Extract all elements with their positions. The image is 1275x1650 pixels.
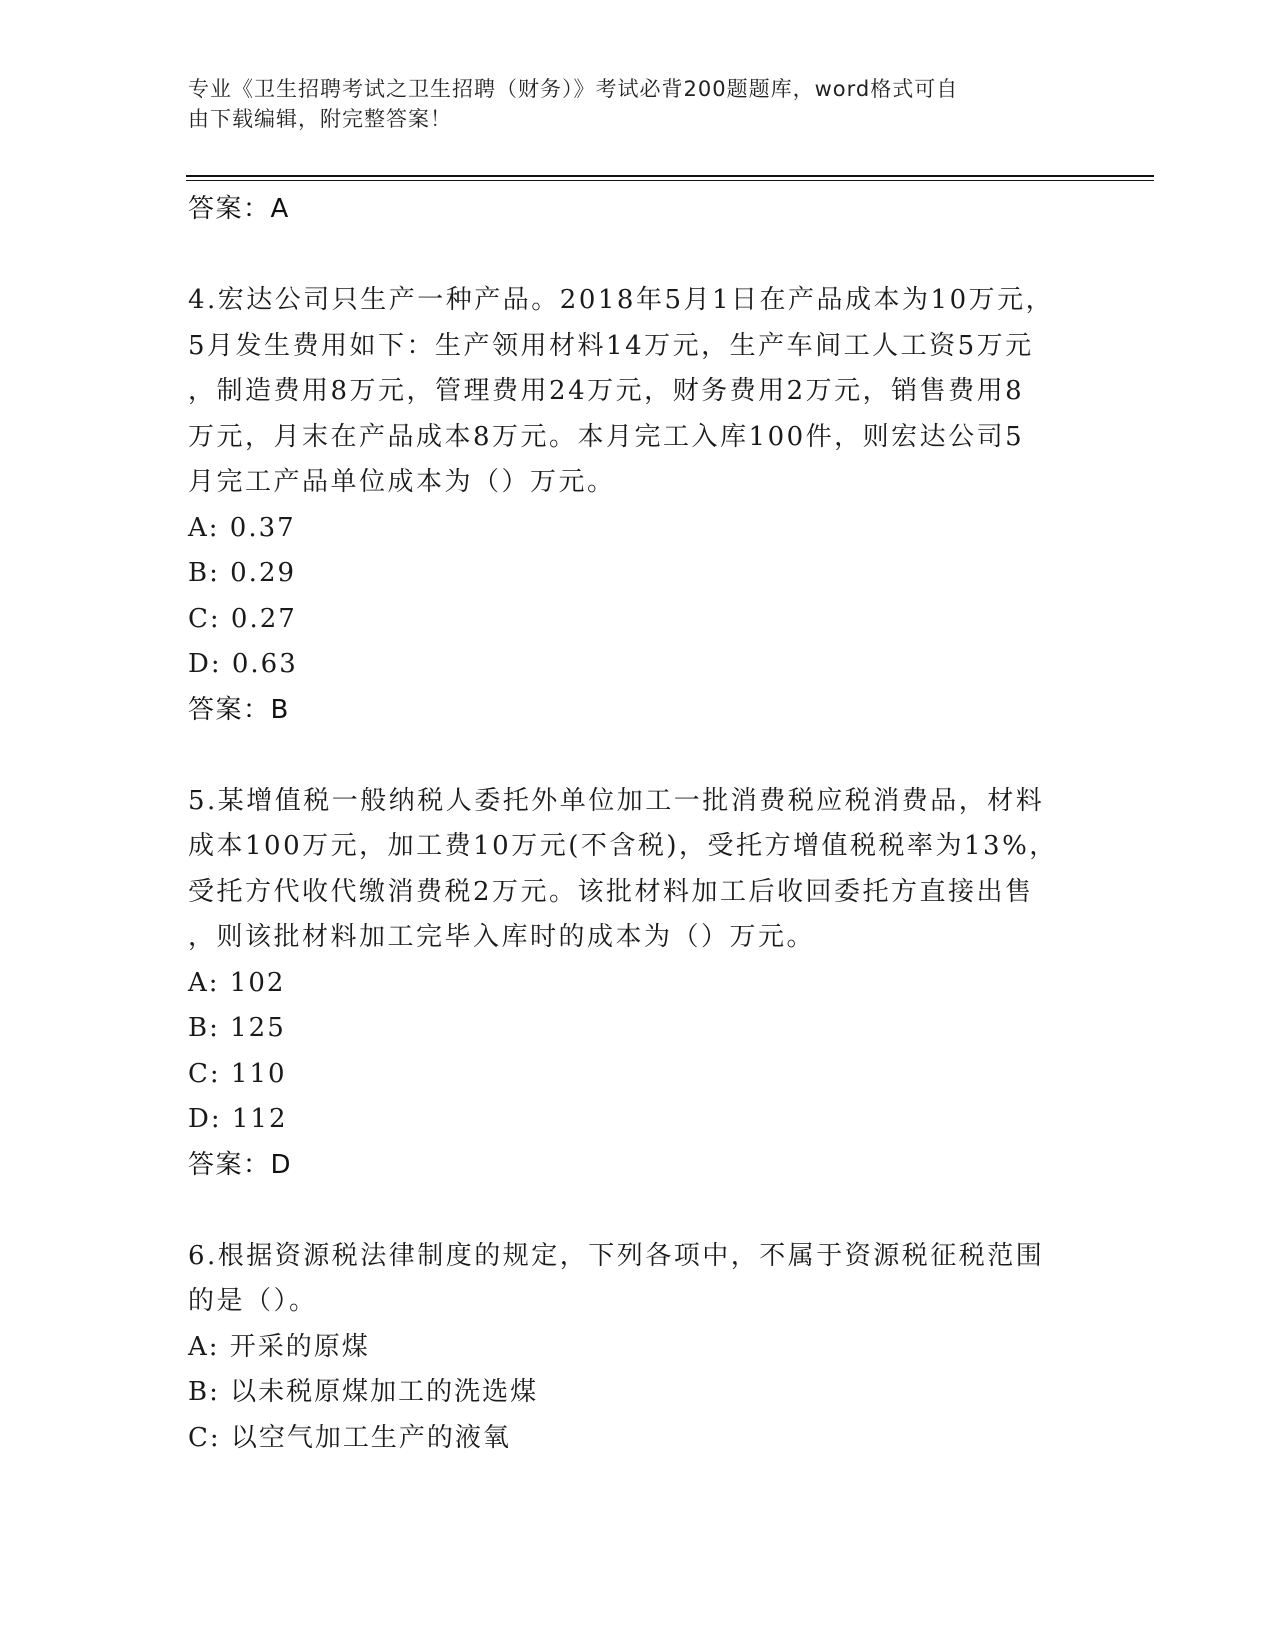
question-6	[188, 1234, 1068, 1462]
document-header	[188, 74, 1068, 134]
question-text-line: 月完工产品单位成本为（）万元。	[188, 467, 616, 497]
option-c: C: 以空气加工生产的液氧	[188, 1422, 511, 1453]
question-text-line: 受托方代收代缴消费税2万元。该批材料加工后收回委托方直接出售	[188, 876, 1034, 907]
question-text-line: 万元，月末在产品成本8万元。本月完工入库100件，则宏达公司5	[188, 421, 1025, 452]
question-text-line: 的是（）。	[188, 1286, 318, 1316]
header-line-1: 专业《卫生招聘考试之卫生招聘（财务）》考试必背200题题库，word格式可自	[188, 77, 959, 101]
spacer	[188, 233, 1068, 279]
header-rule-thin	[186, 180, 1154, 181]
spacer	[188, 733, 1068, 779]
answer-previous: 答案：A	[188, 194, 290, 224]
question-text-line: ，制造费用8万元，管理费用24万元，财务费用2万元，销售费用8	[188, 376, 1025, 406]
spacer	[188, 1188, 1068, 1234]
option-a: A: 0.37	[188, 512, 296, 543]
option-a: A: 开采的原煤	[188, 1331, 370, 1362]
document-body	[188, 187, 1068, 1461]
question-text-line: 成本100万元，加工费10万元(不含税)，受托方增值税税率为13%，	[188, 831, 1058, 861]
question-text-line: 6.根据资源税法律制度的规定，下列各项中，不属于资源税征税范围	[188, 1240, 1045, 1271]
option-c: C: 110	[188, 1058, 287, 1089]
question-5	[188, 779, 1068, 1189]
answer-4: 答案：B	[188, 694, 290, 725]
option-b: B: 125	[188, 1013, 286, 1043]
option-b: B: 以未税原煤加工的洗选煤	[188, 1377, 539, 1407]
option-b: B: 0.29	[188, 558, 297, 588]
option-a: A: 102	[188, 967, 286, 998]
option-d: D: 112	[188, 1104, 288, 1134]
question-4	[188, 278, 1068, 733]
question-text-line: 4.宏达公司只生产一种产品。2018年5月1日在产品成本为10万元，	[188, 285, 1055, 315]
option-d: D: 0.63	[188, 649, 298, 679]
header-line-2: 由下载编辑，附完整答案！	[188, 107, 452, 131]
answer-5: 答案：D	[188, 1149, 293, 1180]
question-text-line: ，则该批材料加工完毕入库时的成本为（）万元。	[188, 922, 816, 952]
option-c: C: 0.27	[188, 603, 297, 634]
header-rule-thick	[186, 175, 1154, 177]
question-text-line: 5.某增值税一般纳税人委托外单位加工一批消费税应税消费品，材料	[188, 785, 1045, 816]
question-text-line: 5月发生费用如下：生产领用材料14万元，生产车间工人工资5万元	[188, 330, 1034, 361]
